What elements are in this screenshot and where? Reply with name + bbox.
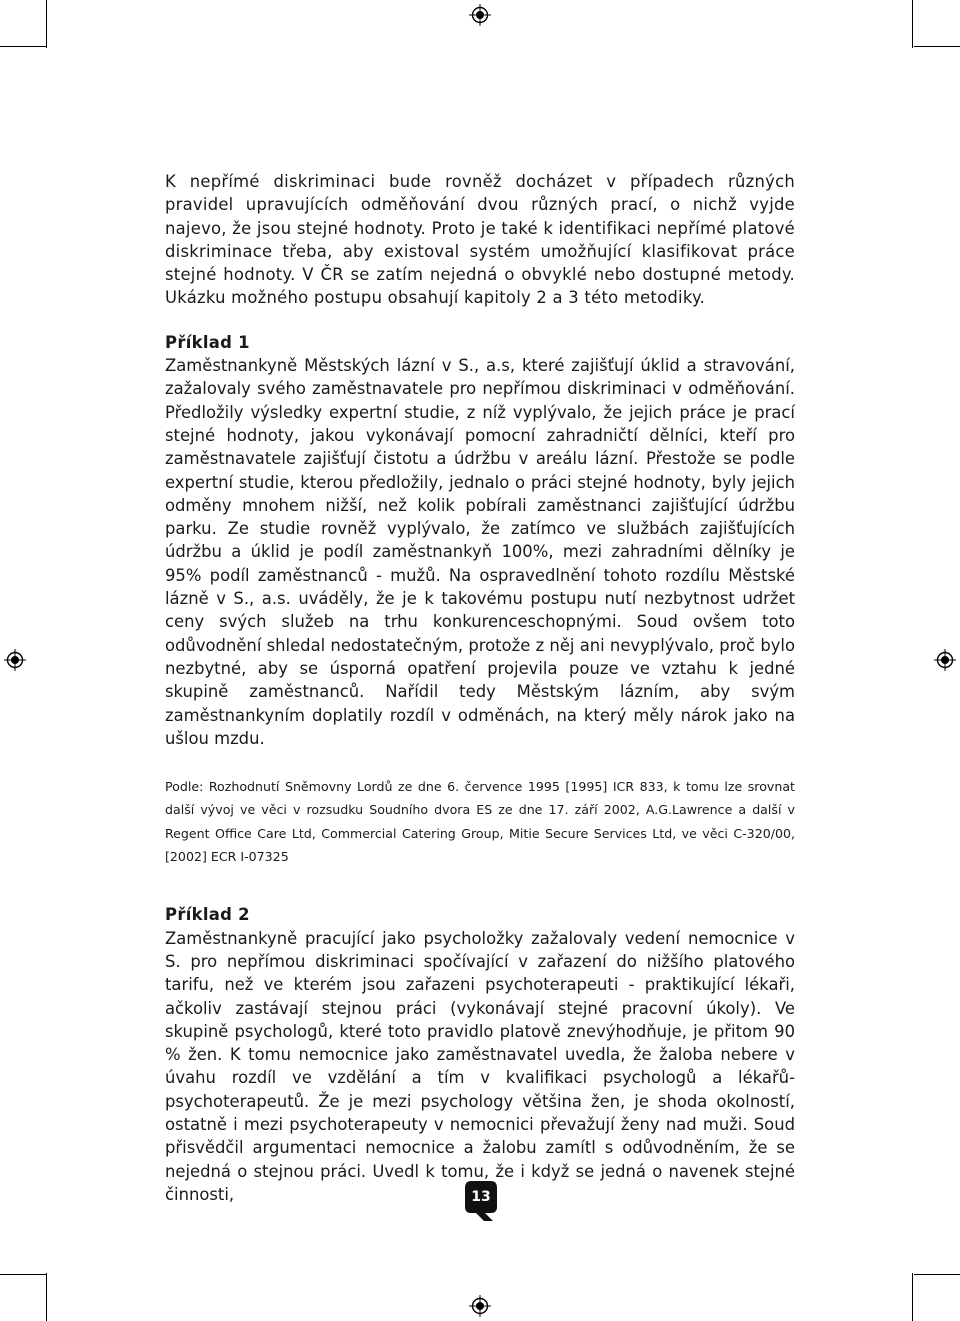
crop-mark: [46, 1273, 47, 1321]
example-1-body: Zaměstnankyně Městských lázní v S., a.s, které zajišťují úklid a stravování, zažalovaly svého zaměstnavatele pro nepřímou diskriminaci v odměňování. Předložily výsledky expertní studie, z níž vyplývalo, že jejich práce je prací stejné hodnoty, jakou vykonávají pomocní zahradničtí dělníci, kteří pro zaměstnavatele zajišťují čistotu a údržbu v areálu lázní. Přestože se podle expertní studie, kterou předložily, jednalo o práci stejné hodnoty, byly jejich odměny mnohem nižší, než kolik pobírali zaměstnanci zajišťující údržbu parku. Ze studie rovněž vyplývalo, že zatímco ve službách zajišťujících údržbu a úklid je podíl zaměstnankyň 100%, mezi zahradními dělníky je 95% podíl zaměstnanců - mužů. Na ospravedlnění tohoto rozdílu Městské lázně v S., a.s. uváděly, že je k takovému postupu nutí nezbytnost udržet ceny svých služeb na trhu konkurenceschopnými. Soud ovšem toto odůvodnění shledal nedostatečným, protože z něj ani nevyplývalo, proč bylo nezbytné, aby se úsporná opatření projevila pouze ve vztahu k jedné skupině zaměstnanců. Nařídil tedy Městským lázním, aby svým zaměstnankyním doplatily rozdíl v odměnách, na který měly nárok jako na ušlou mzdu.: [165, 356, 795, 748]
registration-mark-icon: [469, 4, 491, 26]
crop-mark: [0, 1274, 46, 1275]
registration-mark-icon: [934, 649, 956, 671]
page-number: 13: [471, 1189, 491, 1205]
crop-mark: [46, 0, 47, 48]
example-1-heading: Příklad 1: [165, 332, 250, 352]
crop-mark: [912, 0, 913, 48]
crop-mark: [912, 1273, 913, 1321]
crop-mark: [914, 1274, 960, 1275]
page-content: [165, 170, 795, 1206]
intro-paragraph: K nepřímé diskriminaci bude rovněž docházet v případech různých pravidel upravujících odměňování dvou různých prací, o nichž vyjde najevo, že jsou stejné hodnoty. Proto je také k identifikaci nepřímé platové diskriminace třeba, aby existoval systém umožňující klasifikovat práce stejné hodnoty. V ČR se zatím nejedná o obvyklé nebo dostupné metody. Ukázku možného postupu obsahují kapitoly 2 a 3 této metodiky.: [165, 172, 795, 308]
crop-mark: [914, 46, 960, 47]
example-1-source: Podle: Rozhodnutí Sněmovny Lordů ze dne 6. července 1995 [1995] ICR 833, k tomu lze srovnat další vývoj ve věci v rozsudku Soudního dvora ES ze dne 17. září 2002, A.G.Lawrence a další v Regent Office Care Ltd, Commercial Catering Group, Mitie Secure Services Ltd, ve věci C-320/00, [2002] ECR I-07325: [165, 779, 795, 865]
registration-mark-icon: [469, 1295, 491, 1317]
registration-mark-icon: [4, 649, 26, 671]
example-2-body: Zaměstnankyně pracující jako psycholožky zažalovaly vedení nemocnice v S. pro nepřímou diskriminaci spočívající v zařazení do nižšího platového tarifu, než ve kterém jsou zařazeni psychoterapeuti - praktikující lékaři, ačkoliv zastávají stejnou práci (vykonávají stejné pracovní úkoly). Ve skupině psychologů, které toto pravidlo platově znevýhodňuje, je přitom 90 % žen. K tomu nemocnice jako zaměstnavatel uvedla, že žaloba nebere v úvahu rozdíl ve vzdělání a tím v kvalifikaci psychologů a lékařů-psychoterapeutů. Že je mezi psychology většina žen, je shoda okolností, ostatně i mezi psychoterapeuty v nemocnici převažují ženy nad muži. Soud přisvědčil argumentaci nemocnice a žalobu zamítl s odůvodněním, že se nejedná o stejnou práci. Uvedl k tomu, že i když se jedná o navenek stejné činnosti,: [165, 928, 795, 1204]
page-number-badge: [463, 1180, 499, 1222]
crop-mark: [0, 46, 46, 47]
example-2-heading: Příklad 2: [165, 905, 250, 925]
